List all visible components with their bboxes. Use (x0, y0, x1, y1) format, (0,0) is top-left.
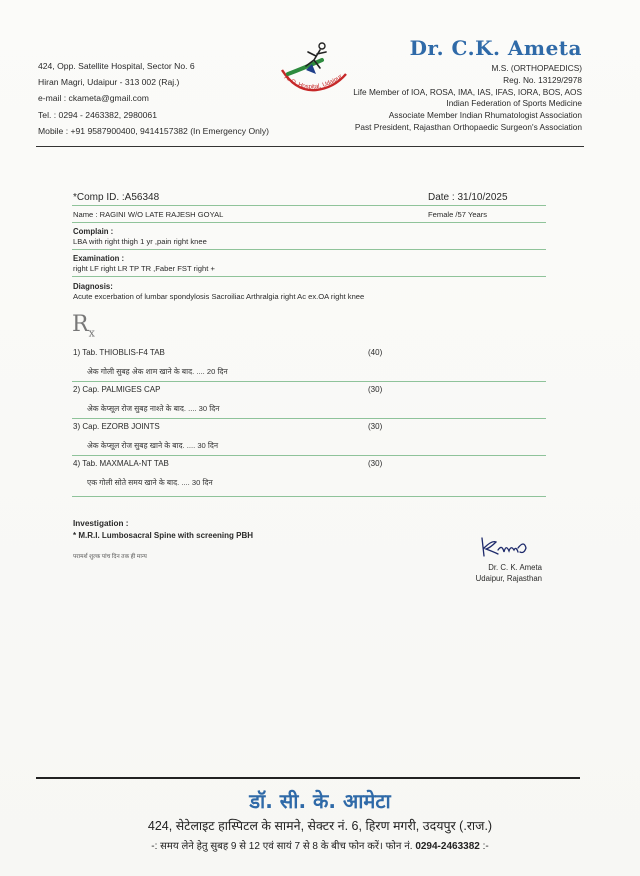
medicine-instruction: अेक केप्सूल रोज सुबह नाश्ते के बाद. .... 30 दिन (87, 404, 220, 413)
footer-doctor-name-hindi: डॉ. सी. के. आमेटा (249, 789, 391, 813)
complain-text: LBA with right thigh 1 yr ,pain right knee (73, 237, 207, 246)
medicine-quantity: (30) (368, 459, 383, 468)
patient-name: Name : RAGINI W/O LATE RAJESH GOYAL (73, 210, 224, 219)
doctor-signature (476, 534, 534, 560)
doctor-name: Dr. C.K. Ameta (409, 36, 582, 60)
address-line-1: 424, Opp. Satellite Hospital, Sector No. 6 (38, 61, 195, 71)
medicine-name: 3) Cap. EZORB JOINTS (73, 422, 160, 431)
medicine-quantity: (30) (368, 385, 383, 394)
qualification-line: M.S. (ORTHOPAEDICS) (491, 63, 582, 73)
divider (72, 276, 546, 277)
divider (72, 496, 546, 497)
medicine-quantity: (40) (368, 348, 383, 357)
hospital-logo (276, 40, 350, 100)
membership-line: Associate Member Indian Rhumatologist Association (388, 110, 582, 121)
divider (72, 205, 546, 206)
medicine-instruction: एक गोली सोते समय खाने के बाद. .... 30 दिन (87, 478, 213, 487)
comp-id: *Comp ID. :A56348 (73, 192, 160, 203)
logo-text: A. O. Hospital, Udaipur (282, 73, 344, 91)
clinic-address-block (38, 58, 269, 139)
address-line-2: Hiran Magri, Udaipur - 313 002 (Raj.) (38, 77, 180, 88)
diagnosis-label: Diagnosis: (73, 282, 113, 291)
consultation-validity-note: परामर्श शुल्क पांच दिन तक ही मान्य (73, 554, 147, 560)
prescription-date: Date : 31/10/2025 (428, 192, 508, 203)
telephone-line: Tel. : 0294 - 2463382, 2980061 (38, 109, 157, 120)
footer-address-hindi: 424, सेटेलाइट हास्पिटल के सामने, सेक्टर नं. 6, हिरण मगरी, उदयपुर (.राज.) (147, 819, 493, 833)
divider (72, 222, 546, 223)
qualifications-block (353, 63, 582, 134)
examination-text: right LF right LR TP TR ,Faber FST right + (73, 264, 215, 273)
signature-place: Udaipur, Rajasthan (475, 574, 542, 583)
divider (72, 249, 546, 250)
medicine-name: 1) Tab. THIOBLIS-F4 TAB (73, 348, 165, 357)
complain-label: Complain : (73, 227, 114, 236)
logo-swoosh (288, 60, 322, 74)
medicine-instruction: अेक गोली सुबह अेक शाम खाने के बाद. .... 20 दिन (87, 367, 228, 376)
investigation-text: * M.R.I. Lumbosacral Spine with screening PBH (73, 531, 254, 540)
signature-name: Dr. C. K. Ameta (488, 563, 542, 572)
logo-figure-head (319, 43, 325, 49)
diagnosis-text: Acute excerbation of lumbar spondylosis Sacroiliac Arthralgia right Ac ex.OA right knee (73, 292, 365, 301)
medicine-name: 4) Tab. MAXMALA-NT TAB (73, 459, 169, 468)
mobile-line: Mobile : +91 9587900400, 9414157382 (In Emergency Only) (38, 125, 269, 136)
footer-phone: 0294-2463382 (415, 841, 480, 852)
header-divider (36, 146, 584, 147)
medicine-instruction: अेक केप्सूल रोज सुबह खाने के बाद. .... 30 दिन (87, 441, 219, 450)
divider (72, 418, 546, 419)
registration-line: Reg. No. 13129/2978 (503, 74, 582, 85)
divider (72, 381, 546, 382)
footer-timing: -: समय लेने हेतु सुबह 9 से 12 एवं सायं 7 से 8 के बीच फोन करें। फोन नं. 0294-2463382 :- (151, 841, 489, 852)
divider (72, 455, 546, 456)
medicine-quantity: (30) (368, 422, 383, 431)
footer-divider (36, 777, 580, 779)
rx-symbol: $R_x$ (72, 312, 95, 340)
signature-block (476, 562, 542, 584)
patient-gender-age: Female /57 Years (428, 210, 488, 219)
examination-label: Examination : (73, 254, 125, 263)
past-president-line: Past President, Rajasthan Orthopaedic Surgeon's Association (354, 121, 582, 132)
membership-line: Indian Federation of Sports Medicine (446, 98, 582, 109)
email-line: e-mail : ckameta@gmail.com (38, 93, 149, 104)
membership-line: Life Member of IOA, ROSA, IMA, IAS, IFAS, IORA, BOS, AOS (353, 86, 582, 97)
investigation-label: Investigation : (73, 519, 129, 528)
medicine-name: 2) Cap. PALMIGES CAP (73, 385, 161, 394)
